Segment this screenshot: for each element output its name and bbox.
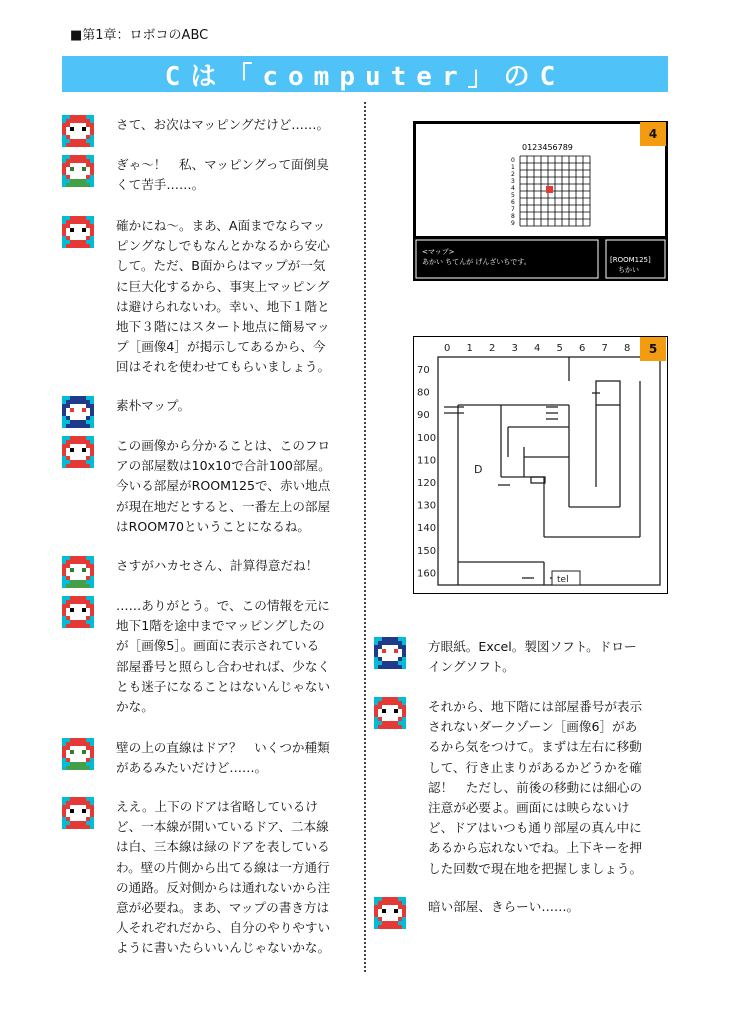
grid-row-label: 1 — [511, 164, 515, 171]
column-label: 1 — [466, 343, 473, 354]
current-position-marker — [546, 186, 553, 193]
banner-title: Cは「computer」のC — [164, 61, 566, 92]
caption-map-label: <マップ> — [422, 248, 455, 256]
robot-icon — [62, 596, 94, 628]
column-label: 2 — [489, 343, 496, 354]
grid-row-label: 7 — [511, 206, 515, 213]
figure-4-screen — [414, 122, 667, 280]
column-label: 7 — [601, 343, 608, 354]
row-label: 140 — [417, 523, 437, 535]
row-label: 80 — [417, 387, 430, 399]
grid-row-label: 9 — [511, 220, 515, 227]
robot-icon — [62, 396, 94, 428]
grid-row-labels — [511, 157, 515, 227]
column-label: 3 — [511, 343, 518, 354]
robot-icon — [374, 897, 406, 929]
robot-icon — [62, 155, 94, 187]
message: さすがハカセさん、計算得意だね！ — [62, 556, 348, 588]
message: 確かにね〜。まあ、A面までならマッ ピングなしでもなんとかなるから安心 して。ただ、B面からはマップが一気 に巨大化するから、事実上マッピング は避けられないわ。幸い、地下１階と 地下３階にはスタート地点に簡易マッ プ［画像4］が掲示してあるから、今 回はそれを使わせてもらいましょう。 — [62, 216, 348, 378]
avatar-red-robot — [62, 216, 94, 248]
avatar-green-robot — [62, 738, 94, 770]
message: 暗い部屋、きらーい……。 — [374, 897, 668, 929]
figure-badge: 4 — [640, 122, 666, 146]
figure-5-drawing — [414, 337, 667, 593]
avatar-red-robot — [62, 436, 94, 468]
robot-icon — [374, 637, 406, 669]
grid-row-label: 5 — [511, 192, 515, 199]
grid-row-label: 0 — [511, 157, 515, 164]
grid-row-label: 3 — [511, 178, 515, 185]
message: 方眼紙。Excel。製図ソフト。ドロー イングソフト。 — [374, 637, 668, 677]
caption-room-number: [ROOM125] — [610, 256, 651, 264]
column-label: 4 — [534, 343, 541, 354]
message: ……ありがとう。で、この情報を元に 地下1階を途中までマッピングしたの が［画像5］。画面に表示されている 部屋番号と照らし合わせれば、少なく とも迷子になることはないんじゃない かな。 — [62, 596, 348, 717]
message: それから、地下階には部屋番号が表示 されないダークゾーン［画像6］があ るから気をつけて。まずは左右に移動 して、行き止まりがあるかどうかを確 認！ ただし、前後の移動には細心の 注意が必要よ。画面には映らないけ ど、ドアはいつも通り部屋の真ん中に あるから忘れないでね。上下キーを押 した回数で現在地を把握しましょう。 — [374, 697, 668, 879]
column-label: 6 — [579, 343, 586, 354]
figure-4-game-map — [413, 121, 668, 281]
avatar-red-robot — [62, 115, 94, 147]
row-label: 130 — [417, 500, 437, 512]
robot-icon — [374, 697, 406, 729]
grid-row-label: 4 — [511, 185, 515, 192]
avatar-green-robot — [62, 556, 94, 588]
caption-room-sub: ちかい — [618, 266, 639, 274]
message: 素朴マップ。 — [62, 396, 348, 428]
avatar-green-robot — [62, 155, 94, 187]
avatar-white-robot — [374, 637, 406, 669]
robot-icon — [62, 556, 94, 588]
column-divider — [364, 102, 366, 972]
robot-icon — [62, 738, 94, 770]
avatar-red-robot — [374, 697, 406, 729]
row-label: 160 — [417, 568, 437, 580]
message: さて、お次はマッピングだけど……。 — [62, 115, 348, 147]
message: この画像から分かることは、このフロ アの部屋数は10x10で合計100部屋。 今いる部屋がROOM125で、赤い地点 が現在地だとすると、一番左上の部屋 はROOM70ということになるね。 — [62, 436, 348, 537]
label-d: D — [474, 463, 483, 476]
row-label: 150 — [417, 545, 437, 557]
avatar-white-robot — [62, 396, 94, 428]
row-labels — [417, 365, 436, 579]
column-label: 0 — [444, 343, 451, 354]
figure-badge: 5 — [640, 337, 666, 361]
avatar-red-robot — [62, 797, 94, 829]
message: 壁の上の直線はドア？ いくつか種類 があるみたいだけど……。 — [62, 738, 348, 778]
column-labels — [444, 343, 630, 354]
robot-icon — [62, 797, 94, 829]
grid-row-label: 2 — [511, 171, 515, 178]
message: ええ。上下のドアは省略しているけ ど、一本線が開いているドア、二本線 は白、三本線は緑のドアを表している わ。壁の片側から出てる線は一方通行 の通路。反対側からは通れないから注 意が必要ね。まあ、マップの書き方は 人それぞれだから、自分のやりやすい ように書いたらいいんじゃないかな。 — [62, 797, 348, 959]
avatar-red-robot — [62, 596, 94, 628]
grid-row-label: 6 — [511, 199, 515, 206]
robot-icon — [62, 216, 94, 248]
map-walls — [438, 357, 660, 585]
grid-column-header: 0123456789 — [522, 143, 573, 152]
caption-map-description: あかい ちてんが げんざいちです。 — [422, 258, 531, 266]
grid-row-label: 8 — [511, 213, 515, 220]
robot-icon — [62, 436, 94, 468]
robot-icon — [62, 115, 94, 147]
column-label: 5 — [556, 343, 563, 354]
message: ぎゃ〜！ 私、マッピングって面倒臭 くて苦手……。 — [62, 155, 348, 195]
row-label: 90 — [417, 410, 430, 422]
row-label: 70 — [417, 365, 430, 376]
title-banner — [62, 56, 668, 92]
row-label: 100 — [417, 432, 437, 444]
column-label: 8 — [624, 343, 631, 354]
avatar-red-robot — [374, 897, 406, 929]
row-label: 110 — [417, 455, 437, 467]
figure-5-floor-map — [413, 336, 668, 594]
row-label: 120 — [417, 478, 437, 489]
chapter-header: ■第1章：ロボコのABC — [70, 28, 209, 43]
label-tel: tel — [557, 575, 569, 585]
